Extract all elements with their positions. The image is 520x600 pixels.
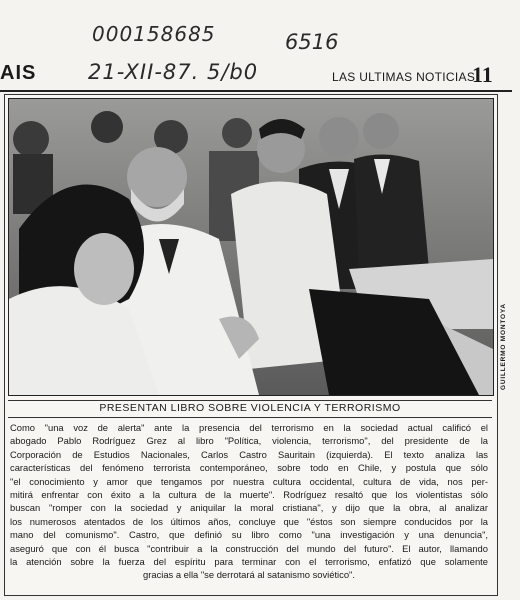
handwritten-archive-number: 000158685 [92, 22, 216, 46]
article-line: "el conocimiento y amor que tengamos por nuestra cultura occidental, cultura de vida, nos per- [10, 475, 488, 487]
photo-illustration [9, 99, 493, 395]
header-rule [0, 90, 512, 92]
handwritten-date-note: 21-XII-87. 5/b0 [88, 60, 259, 84]
newspaper-name: LAS ULTIMAS NOTICIAS [332, 70, 476, 84]
article-line: la atención sobre la fuerza del espíritu para terminar con el terrorismo, enfatizó que solamente [10, 556, 488, 568]
headline-rule-bottom [8, 417, 492, 418]
article-line: buscan "romper con la sociedad y aniquilar la moral cristiana", y dijo que la obra, al analizar [10, 502, 488, 514]
article-headline: PRESENTAN LIBRO SOBRE VIOLENCIA Y TERRORISMO [99, 402, 401, 414]
article-line: aseguró que con él busca "contribuir a la construcción del mundo del futuro". El autor, llamando [10, 542, 488, 554]
article-line: los numerosos atentados de los últimos años, concluye que "éstos son siempre conducidos por la [10, 515, 488, 527]
article-line: gracias a ella "se derrotará al satanismo soviético". [143, 569, 355, 581]
masthead-section-fragment: AIS [0, 62, 37, 84]
article-line: abogado Pablo Rodríguez Grez al libro "Política, violencia, terrorismo", del presidente de la [10, 435, 488, 447]
article-line: mitirá enfrentar con éxito a la cultura de la muerte". Rodríguez resaltó que los violentistas sólo [10, 489, 488, 501]
photo-credit: GUILLERMO MONTOYA [500, 303, 507, 390]
article-line: Como "una voz de alerta" ante la presencia del terrorismo en la sociedad actual calificó el [10, 422, 488, 433]
article-line: características del fenómeno terrorista contemporáneo, sobre todo en Chile, y postula que sólo [10, 462, 488, 474]
handwritten-folio-number: 6516 [285, 30, 339, 54]
article-line: Corporación de Estudios Nacionales, Carlos Castro Sauritain (izquierda). El texto analiza las [10, 448, 488, 460]
headline-rule-top [8, 400, 492, 401]
page-number: 11 [472, 62, 493, 87]
news-photo [8, 98, 494, 396]
article-body [10, 421, 488, 582]
article-line: mano del comunismo". Castro, que definió su libro como "una investigación y una denuncia", [10, 529, 488, 541]
